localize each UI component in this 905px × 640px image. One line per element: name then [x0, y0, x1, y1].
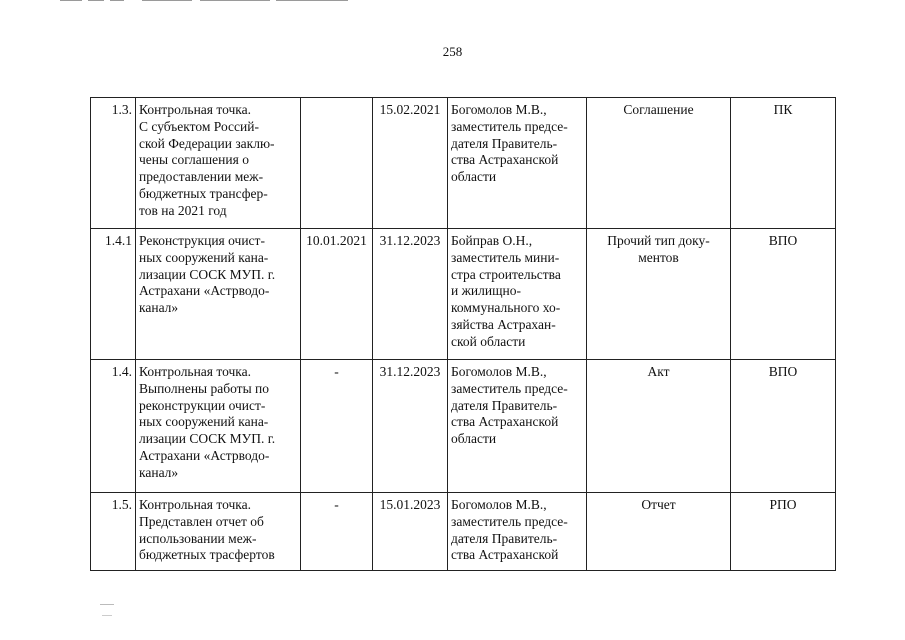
control-level: ПК: [731, 98, 836, 229]
scan-artifact-bottom: [102, 615, 112, 616]
page-number: 258: [442, 44, 463, 59]
item-number: 1.4.1: [91, 229, 136, 360]
responsible-person: Богомолов М.В., заместитель предсе- дателя Правитель- ства Астраханской области: [448, 360, 587, 493]
start-date: -: [301, 493, 373, 571]
table-row: [91, 98, 836, 229]
start-date: [301, 98, 373, 229]
control-level: ВПО: [731, 229, 836, 360]
document-type: Отчет: [587, 493, 731, 571]
start-date: -: [301, 360, 373, 493]
responsible-person: Богомолов М.В., заместитель предсе- дателя Правитель- ства Астраханской: [448, 493, 587, 571]
scan-artifact-bottom: [100, 604, 114, 605]
schedule-table: [90, 97, 836, 571]
table-row: [91, 493, 836, 571]
table-row: [91, 360, 836, 493]
responsible-person: Богомолов М.В., заместитель предсе- дателя Правитель- ства Астраханской области: [448, 98, 587, 229]
item-name: Реконструкция очист- ных сооружений кана- лизации СОСК МУП. г. Астрахани «Астрводо- канал»: [136, 229, 301, 360]
document-type: Акт: [587, 360, 731, 493]
item-number: 1.3.: [91, 98, 136, 229]
end-date: 15.01.2023: [373, 493, 448, 571]
scan-artifact-top: [60, 0, 350, 2]
item-number: 1.4.: [91, 360, 136, 493]
end-date: 31.12.2023: [373, 229, 448, 360]
item-name: Контрольная точка. С субъектом Россий- ской Федерации заклю- чены соглашения о предоставлении меж- бюджетных трансфер- тов на 2021 год: [136, 98, 301, 229]
item-name: Контрольная точка. Представлен отчет об использовании меж- бюджетных трасфертов: [136, 493, 301, 571]
end-date: 31.12.2023: [373, 360, 448, 493]
start-date: 10.01.2021: [301, 229, 373, 360]
document-type: Соглашение: [587, 98, 731, 229]
document-type: Прочий тип доку- ментов: [587, 229, 731, 360]
item-number: 1.5.: [91, 493, 136, 571]
control-level: ВПО: [731, 360, 836, 493]
responsible-person: Бойправ О.Н., заместитель мини- стра строительства и жилищно- коммунального хо- зяйства Астрахан- ской области: [448, 229, 587, 360]
end-date: 15.02.2021: [373, 98, 448, 229]
control-level: РПО: [731, 493, 836, 571]
table-row: [91, 229, 836, 360]
item-name: Контрольная точка. Выполнены работы по реконструкции очист- ных сооружений кана- лизации СОСК МУП. г. Астрахани «Астрводо- канал»: [136, 360, 301, 493]
